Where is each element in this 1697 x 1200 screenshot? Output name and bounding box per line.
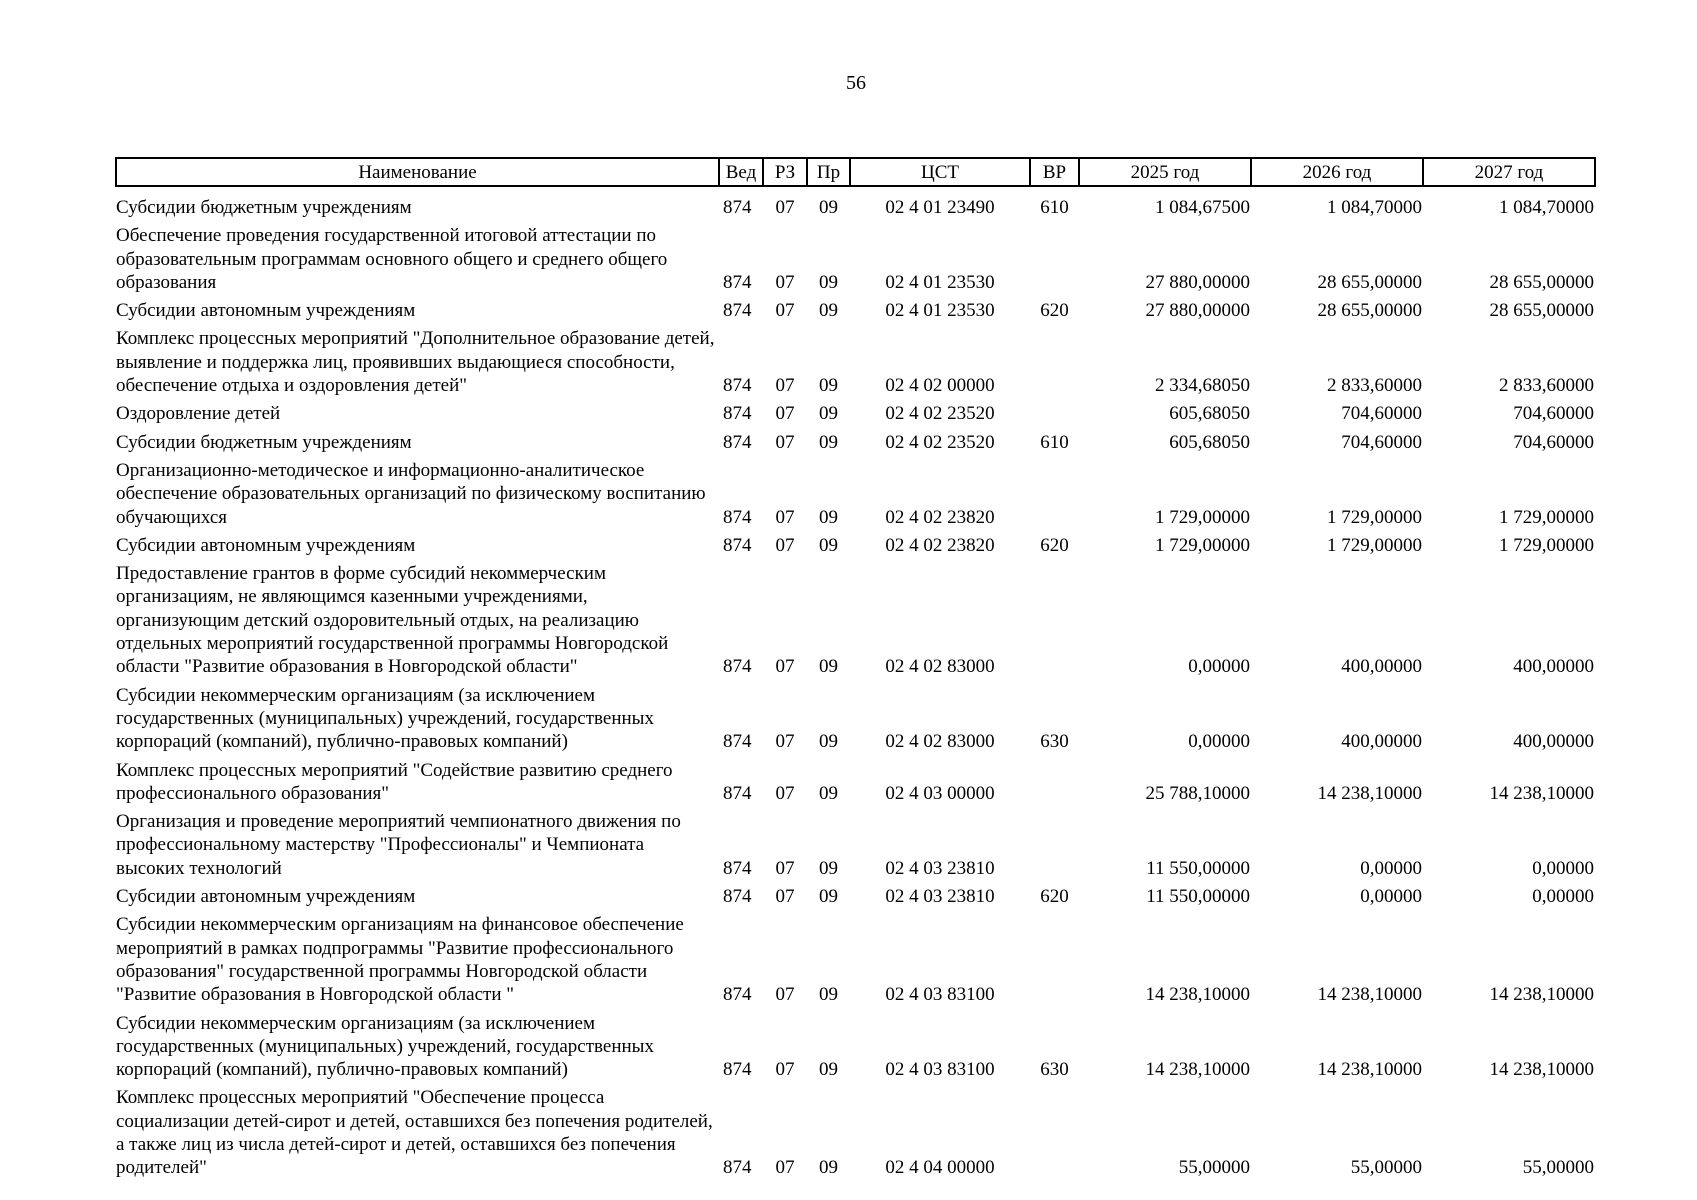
row-cst: 02 4 01 23530 xyxy=(885,300,995,322)
row-name: Субсидии некоммерческим организациям (за исключением государственных (муниципальных) учреждений, государственных корпораций (компаний), публично-правовых компаний) xyxy=(116,1012,654,1081)
row-cst: 02 4 04 00000 xyxy=(885,1157,995,1179)
table-row xyxy=(116,529,1595,557)
row-amount-2027: 28 655,00000 xyxy=(1489,300,1594,322)
row-pr: 09 xyxy=(819,300,838,322)
row-cst: 02 4 01 23490 xyxy=(885,197,995,218)
table-row xyxy=(116,908,1595,1006)
row-vr xyxy=(1030,219,1079,294)
row-ved: 874 xyxy=(723,375,752,397)
row-amount-2026: 28 655,00000 xyxy=(1317,271,1422,293)
row-vr: 610 xyxy=(1040,197,1069,218)
row-ved: 874 xyxy=(723,271,752,293)
row-amount-2027: 0,00000 xyxy=(1532,857,1594,879)
row-amount-2027: 400,00000 xyxy=(1513,731,1594,753)
row-amount-2026: 1 729,00000 xyxy=(1327,506,1422,528)
row-cst: 02 4 03 00000 xyxy=(885,782,995,804)
row-amount-2026: 704,60000 xyxy=(1341,431,1422,453)
row-amount-2025: 11 550,00000 xyxy=(1146,857,1250,879)
row-amount-2025: 25 788,10000 xyxy=(1145,782,1250,804)
row-vr xyxy=(1030,397,1079,425)
row-pr: 09 xyxy=(819,984,838,1006)
row-amount-2027: 1 084,70000 xyxy=(1499,197,1594,218)
row-amount-2025: 14 238,10000 xyxy=(1145,1059,1250,1081)
row-rz: 07 xyxy=(775,375,795,397)
row-ved: 874 xyxy=(723,300,752,322)
row-ved: 874 xyxy=(723,731,752,753)
row-rz: 07 xyxy=(775,886,795,908)
row-amount-2026: 1 084,70000 xyxy=(1327,197,1422,218)
row-ved: 874 xyxy=(723,431,752,453)
row-ved: 874 xyxy=(723,197,752,218)
row-pr: 09 xyxy=(819,375,838,397)
row-pr: 09 xyxy=(819,271,838,293)
row-pr: 09 xyxy=(819,1059,838,1081)
table-body xyxy=(116,186,1595,1180)
row-rz: 07 xyxy=(775,731,795,753)
table-row xyxy=(116,454,1595,529)
row-rz: 07 xyxy=(775,782,795,804)
row-name: Субсидии автономным учреждениям xyxy=(116,534,416,556)
row-name: Комплекс процессных мероприятий "Содействие развитию среднего профессионального образования" xyxy=(116,759,673,804)
row-cst: 02 4 03 23810 xyxy=(885,857,995,879)
row-ved: 874 xyxy=(723,886,752,908)
row-amount-2027: 400,00000 xyxy=(1513,656,1594,678)
row-pr: 09 xyxy=(819,886,838,908)
table-row xyxy=(116,397,1595,425)
row-name: Организация и проведение мероприятий чемпионатного движения по профессиональному мастерству "Профессионалы" и Чемпионата высоких технологий xyxy=(116,811,681,879)
row-amount-2026: 0,00000 xyxy=(1360,857,1422,879)
header-cst: ЦСТ xyxy=(850,158,1030,186)
row-amount-2026: 704,60000 xyxy=(1341,403,1422,425)
table-row xyxy=(116,557,1595,678)
header-name: Наименование xyxy=(116,158,719,186)
row-vr xyxy=(1030,557,1079,678)
row-amount-2025: 0,00000 xyxy=(1188,731,1250,753)
row-rz: 07 xyxy=(775,984,795,1006)
page-number: 56 xyxy=(846,72,866,94)
row-name: Обеспечение проведения государственной итоговой аттестации по образовательным программам основного общего и среднего общего образования xyxy=(116,225,668,293)
row-amount-2026: 55,00000 xyxy=(1350,1157,1422,1179)
row-cst: 02 4 03 83100 xyxy=(885,1059,995,1081)
row-ved: 874 xyxy=(723,403,752,425)
row-amount-2027: 1 729,00000 xyxy=(1499,506,1594,528)
row-amount-2026: 28 655,00000 xyxy=(1317,300,1422,322)
row-amount-2027: 14 238,10000 xyxy=(1489,782,1594,804)
row-ved: 874 xyxy=(723,984,752,1006)
row-cst: 02 4 01 23530 xyxy=(885,271,995,293)
row-vr xyxy=(1030,754,1079,806)
row-amount-2025: 1 729,00000 xyxy=(1155,534,1250,556)
row-pr: 09 xyxy=(819,782,838,804)
row-amount-2025: 1 084,67500 xyxy=(1155,197,1250,218)
header-pr: Пр xyxy=(807,158,850,186)
table-row xyxy=(116,1007,1595,1082)
row-vr: 630 xyxy=(1040,731,1069,753)
row-amount-2025: 27 880,00000 xyxy=(1145,271,1250,293)
row-ved: 874 xyxy=(723,857,752,879)
row-rz: 07 xyxy=(775,506,795,528)
row-cst: 02 4 02 23820 xyxy=(885,506,995,528)
row-ved: 874 xyxy=(723,656,752,678)
row-cst: 02 4 02 23520 xyxy=(885,403,995,425)
row-vr xyxy=(1030,322,1079,397)
row-rz: 07 xyxy=(775,271,795,293)
header-vr: ВР xyxy=(1030,158,1079,186)
table-row xyxy=(116,219,1595,294)
row-vr xyxy=(1030,908,1079,1006)
row-amount-2027: 704,60000 xyxy=(1513,431,1594,453)
table-row xyxy=(116,805,1595,880)
row-ved: 874 xyxy=(723,1157,752,1179)
table-row xyxy=(116,294,1595,322)
row-amount-2025: 0,00000 xyxy=(1188,656,1250,678)
row-amount-2027: 55,00000 xyxy=(1522,1157,1594,1179)
row-ved: 874 xyxy=(723,534,752,556)
header-2025: 2025 год xyxy=(1079,158,1251,186)
row-vr: 620 xyxy=(1040,886,1069,908)
row-rz: 07 xyxy=(775,656,795,678)
row-pr: 09 xyxy=(819,1157,838,1179)
row-name: Предоставление грантов в форме субсидий некоммерческим организациям, не являющимся казенными учреждениями, организующим детский оздоровительный отдых, на реализацию отдельных мероприятий государственной программы Новгородской области "Развитие образования в Новгородской области" xyxy=(116,563,669,678)
row-cst: 02 4 02 83000 xyxy=(885,731,995,753)
row-pr: 09 xyxy=(819,731,838,753)
row-pr: 09 xyxy=(819,534,838,556)
row-pr: 09 xyxy=(819,431,838,453)
row-amount-2025: 11 550,00000 xyxy=(1146,886,1250,908)
row-amount-2026: 400,00000 xyxy=(1341,656,1422,678)
row-vr xyxy=(1030,805,1079,880)
row-vr xyxy=(1030,454,1079,529)
row-cst: 02 4 02 23820 xyxy=(885,534,995,556)
row-amount-2026: 1 729,00000 xyxy=(1327,534,1422,556)
table-row xyxy=(116,426,1595,454)
row-cst: 02 4 02 00000 xyxy=(885,375,995,397)
row-cst: 02 4 03 23810 xyxy=(885,886,995,908)
row-amount-2025: 605,68050 xyxy=(1169,431,1250,453)
row-amount-2026: 14 238,10000 xyxy=(1317,782,1422,804)
row-cst: 02 4 03 83100 xyxy=(885,984,995,1006)
row-vr: 620 xyxy=(1040,300,1069,322)
row-amount-2027: 0,00000 xyxy=(1532,886,1594,908)
row-pr: 09 xyxy=(819,857,838,879)
row-amount-2026: 14 238,10000 xyxy=(1317,984,1422,1006)
row-name: Субсидии автономным учреждениям xyxy=(116,300,416,322)
row-amount-2025: 14 238,10000 xyxy=(1145,984,1250,1006)
row-rz: 07 xyxy=(775,857,795,879)
header-rz: РЗ xyxy=(763,158,807,186)
row-name: Оздоровление детей xyxy=(116,403,281,425)
row-pr: 09 xyxy=(819,403,838,425)
row-ved: 874 xyxy=(723,1059,752,1081)
row-rz: 07 xyxy=(775,534,795,556)
row-amount-2027: 28 655,00000 xyxy=(1489,271,1594,293)
row-vr: 610 xyxy=(1040,431,1069,453)
row-amount-2027: 2 833,60000 xyxy=(1499,375,1594,397)
row-name: Субсидии бюджетным учреждениям xyxy=(116,431,412,453)
row-amount-2027: 14 238,10000 xyxy=(1489,1059,1594,1081)
row-rz: 07 xyxy=(775,300,795,322)
row-amount-2025: 55,00000 xyxy=(1178,1157,1250,1179)
row-cst: 02 4 02 23520 xyxy=(885,431,995,453)
row-vr xyxy=(1030,1081,1079,1179)
row-name: Субсидии некоммерческим организациям на финансовое обеспечение мероприятий в рамках подпрограммы "Развитие профессионального образования" государственной программы Новгородской области "Развитие образования в Новгородской области " xyxy=(116,914,684,1006)
header-2026: 2026 год xyxy=(1251,158,1423,186)
row-amount-2027: 1 729,00000 xyxy=(1499,534,1594,556)
header-2027: 2027 год xyxy=(1423,158,1595,186)
row-ved: 874 xyxy=(723,506,752,528)
row-name: Субсидии бюджетным учреждениям xyxy=(116,197,412,218)
row-pr: 09 xyxy=(819,506,838,528)
table-header xyxy=(116,158,1595,186)
table-row xyxy=(116,880,1595,908)
row-vr: 620 xyxy=(1040,534,1069,556)
row-name: Комплекс процессных мероприятий "Обеспечение процесса социализации детей-сирот и детей, оставшихся без попечения родителей, а также лиц из числа детей-сирот и детей, оставшихся без попечения родителей" xyxy=(116,1087,713,1179)
row-rz: 07 xyxy=(775,197,795,218)
row-rz: 07 xyxy=(775,1157,795,1179)
row-amount-2026: 2 833,60000 xyxy=(1327,375,1422,397)
row-amount-2026: 0,00000 xyxy=(1360,886,1422,908)
row-rz: 07 xyxy=(775,431,795,453)
budget-table xyxy=(115,157,1596,1180)
table-row xyxy=(116,322,1595,397)
row-cst: 02 4 02 83000 xyxy=(885,656,995,678)
table-row xyxy=(116,754,1595,806)
row-amount-2027: 704,60000 xyxy=(1513,403,1594,425)
row-pr: 09 xyxy=(819,197,838,218)
row-name: Субсидии некоммерческим организациям (за исключением государственных (муниципальных) учреждений, государственных корпораций (компаний), публично-правовых компаний) xyxy=(116,684,654,753)
row-amount-2025: 605,68050 xyxy=(1169,403,1250,425)
table-row xyxy=(116,186,1595,219)
table-row xyxy=(116,679,1595,754)
row-rz: 07 xyxy=(775,403,795,425)
row-amount-2027: 14 238,10000 xyxy=(1489,984,1594,1006)
row-amount-2025: 1 729,00000 xyxy=(1155,506,1250,528)
row-amount-2025: 2 334,68050 xyxy=(1155,375,1250,397)
row-amount-2026: 400,00000 xyxy=(1341,731,1422,753)
row-name: Субсидии автономным учреждениям xyxy=(116,886,416,908)
table-row xyxy=(116,1081,1595,1179)
row-rz: 07 xyxy=(775,1059,795,1081)
row-vr: 630 xyxy=(1040,1059,1069,1081)
row-amount-2025: 27 880,00000 xyxy=(1145,300,1250,322)
header-ved: Вед xyxy=(719,158,763,186)
row-amount-2026: 14 238,10000 xyxy=(1317,1059,1422,1081)
row-name: Комплекс процессных мероприятий "Дополнительное образование детей, выявление и поддержка лиц, проявивших выдающиеся способности, обеспечение отдыха и оздоровления детей" xyxy=(116,328,715,397)
row-pr: 09 xyxy=(819,656,838,678)
row-ved: 874 xyxy=(723,782,752,804)
row-name: Организационно-методическое и информационно-аналитическое обеспечение образовательных организаций по физическому воспитанию обучающихся xyxy=(116,459,706,528)
